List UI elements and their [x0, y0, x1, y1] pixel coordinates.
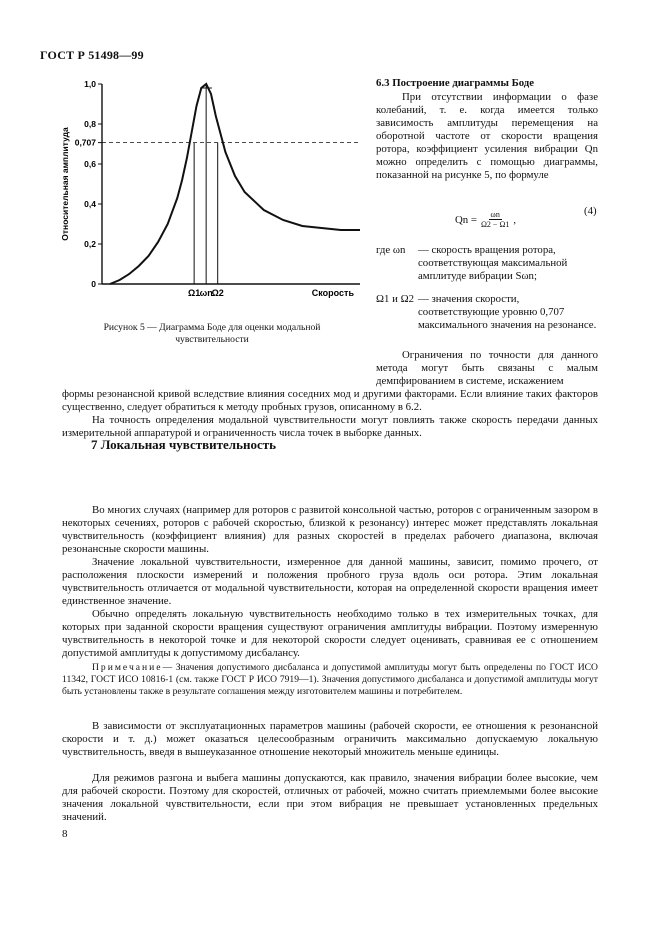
definition-desc: — значения скорости, соответствующие уровню 0,707 максимального значения на резонансе.	[418, 293, 597, 331]
note-label: Примечание	[92, 662, 163, 673]
page-number: 8	[62, 828, 68, 840]
y-tick-label: 0,8	[84, 119, 96, 129]
definition-omegas	[376, 293, 598, 332]
y-tick-label: 1,0	[84, 79, 96, 89]
formula-lhs: Qn =	[455, 213, 477, 226]
caption-line-1: Рисунок 5 — Диаграмма Боде для оценки модальной	[103, 322, 321, 333]
section-7-paragraph-4: В зависимости от эксплуатационных параметров машины (рабочей скорости, ее отношения к резонансной скорости и т. д.) может оказаться целесообразным ограничить максимально допускаемую локальную чувствительность, введя в вышеуказанное отношение некоторый множитель меньше единицы.	[62, 720, 598, 758]
y-tick-label: 0,6	[84, 159, 96, 169]
equation-number: (4)	[584, 205, 597, 217]
section-7-paragraph-5: Для режимов разгона и выбега машины допускаются, как правило, значения вибрации более высокие, чем для рабочей скорости. Поэтому для скоростей, отличных от рабочей, можно считать приемлемыми более высокие значения локальной чувствительности, если при этом вибрация не превышает установленных предельных значений.	[62, 772, 598, 823]
x-axis-label: Скорость	[311, 288, 354, 298]
definition-term: Ω1 и Ω2	[376, 293, 415, 305]
definition-term: где ωn	[376, 244, 406, 256]
section-7-paragraph-1: Во многих случаях (например для роторов с развитой консольной частью, роторов с ограниченным зазором в некоторых сечениях, роторов с рабочей скоростью, близкой к резонансу) интерес может представлять локальная чувствительность (коэффициент влияния) для разных скоростей в пределах рабочего диапазона, включая резонансные скорости машины.	[62, 504, 598, 555]
bode-diagram	[40, 70, 370, 305]
caption-line-2: чувствительности	[175, 334, 249, 345]
formula-denominator: Ω2 − Ω1	[480, 220, 510, 229]
formula-numerator: ωn	[490, 210, 500, 219]
y-tick-label: 0	[91, 279, 96, 289]
definition-desc: — скорость вращения ротора, соответствующая максимальной амплитуде вибрации Sωn;	[418, 244, 568, 282]
document-code: ГОСТ Р 51498—99	[40, 48, 144, 62]
section-6-3-paragraph-2-start: Ограничения по точности для данного метода могут быть связаны с малым демпфированием в системе, искажением	[376, 349, 598, 387]
section-7-title: 7 Локальная чувствительность	[91, 437, 276, 452]
y-tick-label: 0,2	[84, 239, 96, 249]
x-marker-label: ωn	[199, 288, 213, 298]
figure-caption	[62, 322, 362, 346]
definition-omega-n	[376, 244, 598, 283]
y-tick-label: 0,4	[84, 199, 96, 209]
section-6-3-paragraph-3: На точность определения модальной чувствительности могут повлиять также скорость передачи данных измерительной аппаратурой и ограниченность числа точек в выборке данных.	[62, 414, 598, 439]
x-marker-label: Ω1	[188, 288, 201, 298]
section-7-paragraph-3: Обычно определять локальную чувствительность необходимо только в тех измерительных точках, для которых при заданной скорости вращения существуют ограничения амплитуды вибрации. Поэтому измеренную чувствительность в некоторой точке и для некоторой скорости следует оценивать, сравнивая ее с отношением допустимой амплитуды к допустимому дисбалансу.	[62, 608, 598, 659]
section-7-paragraph-2: Значение локальной чувствительности, измеренное для данной машины, зависит, помимо прочего, от расположения плоскости измерений и положения пробного груза вдоль оси ротора. Этим локальная чувствительность отличается от модальной чувствительности, которая на определенной скорости вращения имеет единственное значение.	[62, 556, 598, 607]
note-text: — Значения допустимого дисбаланса и допустимой амплитуды могут быть определены по ГОСТ ИСО 11342, ГОСТ ИСО 10816-1 (см. также ГОСТ Р ИСО 7919—1). Значения допустимого дисбаланса и допустимой амплитуды могут быть установлены также в результате соглашения между изготовителем машины и потребителем.	[62, 662, 598, 697]
resonance-curve	[110, 84, 360, 284]
formula-qn	[455, 210, 516, 229]
formula-fraction	[481, 210, 509, 229]
section-6-3-paragraph-2-end: формы резонансной кривой вследствие влияния соседних мод и другими факторами. Если влияние таких факторов существенно, следует обратиться к методу пробных грузов, описанному в 6.2.	[62, 388, 598, 413]
section-6-3-title: 6.3 Построение диаграммы Боде	[376, 77, 535, 89]
section-6-3-paragraph-1: При отсутствии информации о фазе колебаний, т. е. когда имеется только зависимость амплитуды перемещения на оборотной частоте от скорости вращения ротора, коэффициент усиления вибрации Qn можно определить с помощью диаграммы, показанной на рисунке 5, по формуле	[376, 91, 598, 181]
y-axis-label: Относительная амплитуда	[60, 127, 70, 241]
x-marker-label: Ω2	[211, 288, 224, 298]
section-7-note	[62, 662, 598, 698]
y-tick-label: 0,707	[74, 137, 96, 148]
formula-tail: ,	[513, 213, 517, 226]
